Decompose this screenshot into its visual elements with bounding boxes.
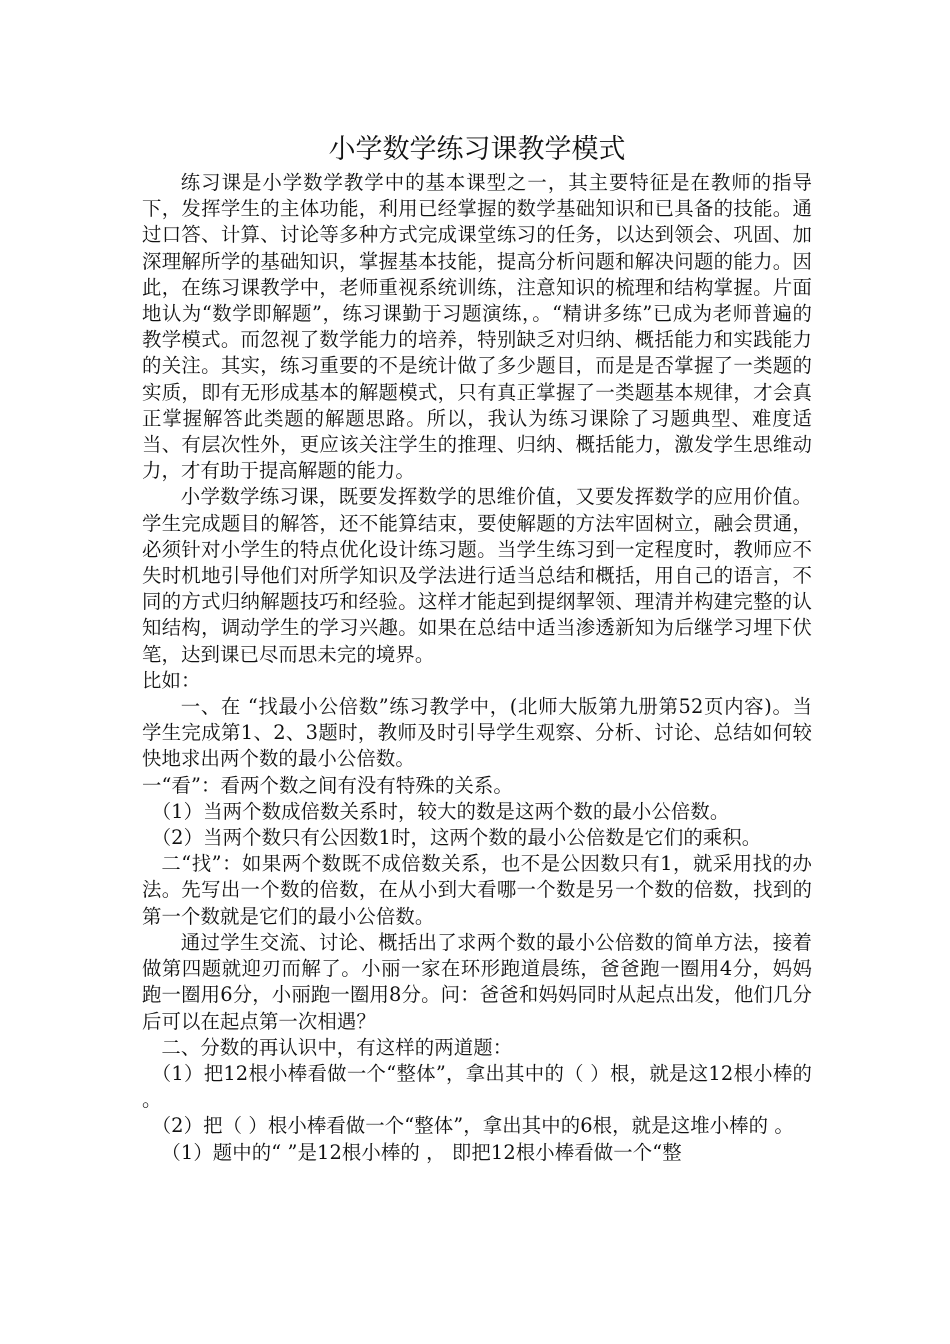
paragraph-intro: 练习课是小学数学教学中的基本课型之一，其主要特征是在教师的指导下，发挥学生的主体功能，利用已经掌握的数学基础知识和已具备的技能。通过口答、计算、讨论等多种方式完成课堂练习的任务，以达到领会、巩固、加深理解所学的基础知识，掌握基本技能，提高分析问题和解决问题的能力。因此，在练习课教学中，老师重视系统训练，注意知识的梳理和结构掌握。片面地认为“数学即解题”，练习课勤于习题演练，。“精讲多练”已成为老师普遍的教学模式。而忽视了数学能力的培养，特别缺乏对归纳、概括能力和实践能力的关注。其实，练习重要的不是统计做了多少题目，而是是否掌握了一类题的实质，即有无形成基本的解题模式，只有真正掌握了一类题基本规律，才会真正掌握解答此类题的解题思路。所以，我认为练习课除了习题典型、难度适当、有层次性外，更应该关注学生的推理、归纳、概括能力，激发学生思维动力，才有助于提高解题的能力。 [142, 171, 812, 483]
paragraph-look-rule-1: （1）当两个数成倍数关系时，较大的数是这两个数的最小公倍数。 [151, 799, 730, 823]
paragraph-discussion: 通过学生交流、讨论、概括出了求两个数的最小公倍数的简单方法，接着做第四题就迎刃而解了。小丽一家在环形跑道晨练，爸爸跑一圈用4分，妈妈跑一圈用6分，小丽跑一圈用8分。问：爸爸和妈妈同时从起点出发，他们几分后可以在起点第一次相遇？ [142, 930, 812, 1033]
paragraph-fraction-q1: （1）把12根小棒看做一个“整体”，拿出其中的（ ）根，就是这12根小棒的 。 [142, 1061, 812, 1112]
paragraph-look-heading: 一“看”：看两个数之间有没有特殊的关系。 [142, 773, 513, 797]
paragraph-fraction-heading: 二、分数的再认识中，有这样的两道题： [161, 1035, 513, 1059]
paragraph-fraction-explain: （1）题中的“ ”是12根小棒的 ， 即把12根小棒看做一个“整 [161, 1140, 682, 1164]
document-page [142, 130, 812, 1166]
paragraph-fraction-q2: （2）把（ ）根小棒看做一个“整体”，拿出其中的6根，就是这堆小棒的 。 [151, 1114, 794, 1138]
document-title: 小学数学练习课教学模式 [328, 134, 626, 165]
paragraph-example-label: 比如： [142, 668, 201, 692]
paragraph-summary: 小学数学练习课，既要发挥数学的思维价值，又要发挥数学的应用价值。学生完成题目的解答，还不能算结束，要使解题的方法牢固树立，融会贯通，必须针对小学生的特点优化设计练习题。当学生练习到一定程度时，教师应不失时机地引导他们对所学知识及学法进行适当总结和概括，用自己的语言，不同的方式归纳解题技巧和经验。这样才能起到提纲挈领、理清并构建完整的认知结构，调动学生的学习兴趣。如果在总结中适当渗透新知为后继学习埋下伏笔，达到课已尽而思未完的境界。 [142, 485, 812, 666]
paragraph-look-rule-2: （2）当两个数只有公因数1时，这两个数的最小公倍数是它们的乘积。 [151, 826, 762, 850]
paragraph-example-one: 一、在 “找最小公倍数”练习教学中，(北师大版第九册第52页内容)。当学生完成第1、2、3题时，教师及时引导学生观察、分析、讨论、总结如何较快地求出两个数的最小公倍数。 [142, 695, 812, 771]
paragraph-find-rule: 二“找”：如果两个数既不成倍数关系，也不是公因数只有1，就采用找的办法。先写出一个数的倍数，在从小到大看哪一个数是另一个数的倍数，找到的第一个数就是它们的最小公倍数。 [142, 852, 812, 928]
